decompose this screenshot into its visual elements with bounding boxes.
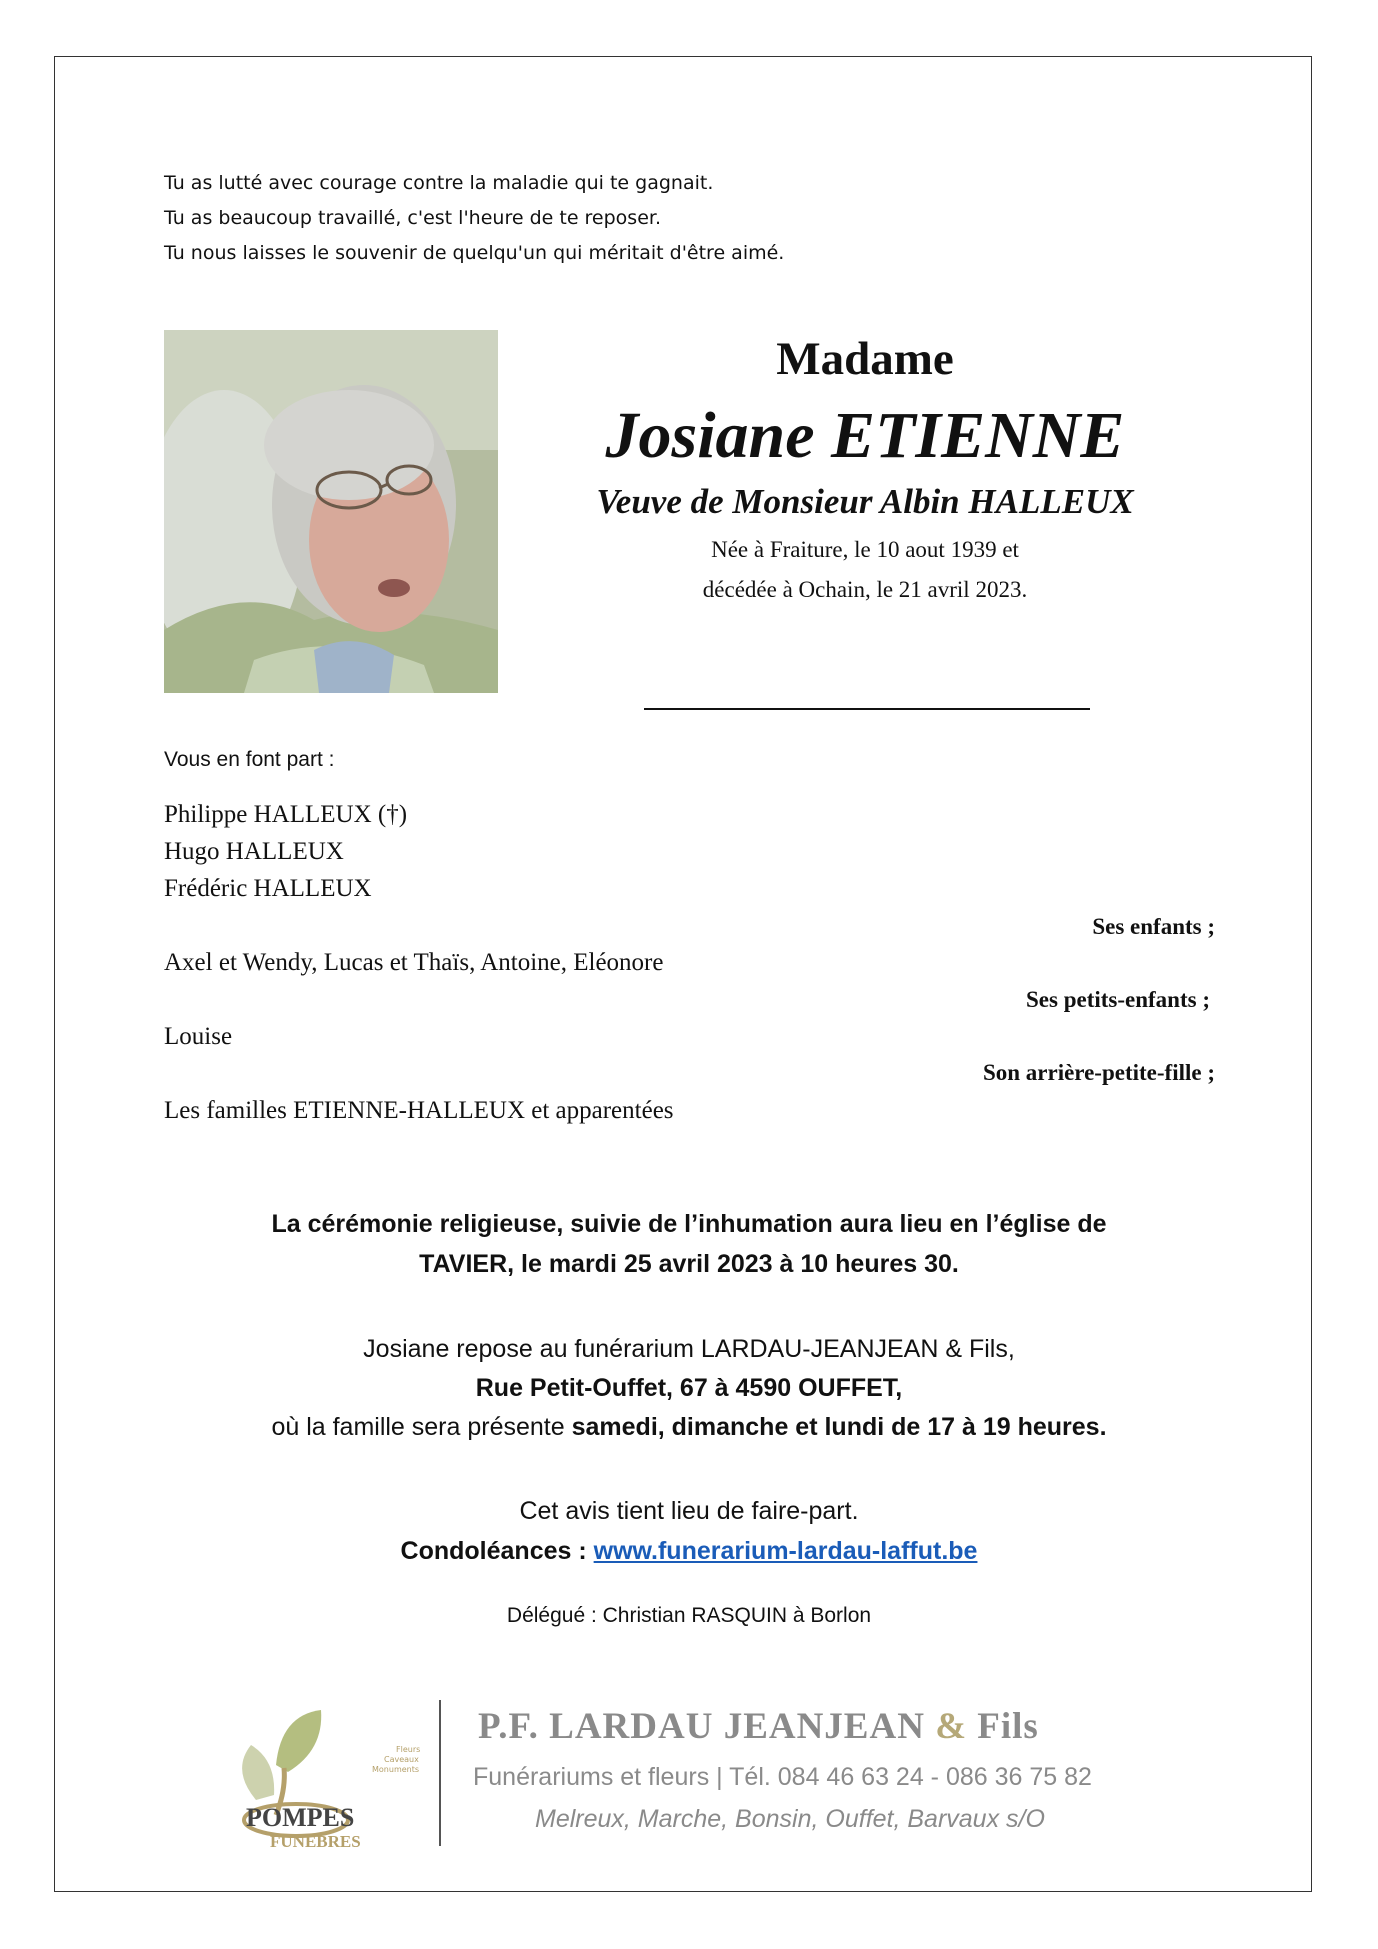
portrait-illustration	[164, 330, 498, 693]
death-line: décédée à Ochain, le 21 avril 2023.	[702, 577, 1028, 602]
child-name: Frédéric HALLEUX	[164, 875, 372, 902]
separator-line	[644, 708, 1090, 710]
logo-text-pompes: POMPES	[246, 1803, 355, 1832]
repose-info	[100, 1330, 1278, 1447]
company-locations: Melreux, Marche, Bonsin, Ouffet, Barvaux s/O	[535, 1805, 1045, 1833]
child-name: Hugo HALLEUX	[164, 838, 344, 865]
company-services	[473, 1763, 1092, 1792]
phone-numbers: Tél. 084 46 63 24 - 086 36 75 82	[729, 1763, 1092, 1791]
notice-block	[100, 1491, 1278, 1571]
deceased-name: Josiane ETIENNE	[605, 399, 1125, 472]
company-ampersand: &	[935, 1706, 968, 1747]
great-grandchild-label: Son arrière-petite-fille ;	[982, 1060, 1215, 1085]
visiting-hours	[100, 1408, 1278, 1447]
announce-label: Vous en font part :	[164, 748, 335, 771]
footer-divider	[439, 1700, 441, 1846]
child-name: Philippe HALLEUX (†)	[164, 801, 408, 828]
poem-line: Tu nous laisses le souvenir de quelqu'un qui méritait d'être aimé.	[164, 242, 785, 264]
life-dates	[560, 530, 1170, 610]
logo-side-fleurs: Fleurs	[396, 1745, 421, 1754]
condolences-label: Condoléances :	[400, 1537, 594, 1565]
ceremony-line: TAVIER, le mardi 25 avril 2023 à 10 heures 30.	[419, 1250, 959, 1278]
grandchildren-names: Axel et Wendy, Lucas et Thaïs, Antoine, Eléonore	[164, 949, 664, 976]
company-name-main: P.F. LARDAU JEANJEAN	[478, 1706, 936, 1747]
ceremony-info	[100, 1204, 1278, 1284]
visiting-prefix: où la famille sera présente	[271, 1413, 572, 1441]
company-name-suffix: Fils	[967, 1706, 1039, 1747]
notice-line: Cet avis tient lieu de faire-part.	[519, 1497, 859, 1525]
company-name	[478, 1705, 1039, 1748]
grandchildren-label: Ses petits-enfants ;	[1026, 987, 1210, 1012]
condolences-line	[100, 1531, 1278, 1571]
families-line: Les familles ETIENNE-HALLEUX et apparentées	[164, 1097, 674, 1124]
children-label: Ses enfants ;	[1092, 914, 1215, 939]
delegate-line: Délégué : Christian RASQUIN à Borlon	[506, 1604, 872, 1627]
condolences-link[interactable]: www.funerarium-lardau-laffut.be	[593, 1537, 978, 1565]
logo-side-caveaux: Caveaux	[384, 1755, 419, 1764]
widow-line: Veuve de Monsieur Albin HALLEUX	[596, 482, 1134, 521]
repose-line: Josiane repose au funérarium LARDAU-JEANJEAN & Fils,	[363, 1335, 1015, 1363]
ceremony-line: La cérémonie religieuse, suivie de l’inhumation aura lieu en l’église de	[271, 1210, 1107, 1238]
funeral-home-logo	[236, 1690, 456, 1850]
visiting-times: samedi, dimanche et lundi de 17 à 19 heures.	[571, 1413, 1107, 1441]
poem-line: Tu as beaucoup travaillé, c'est l'heure de te reposer.	[164, 207, 662, 229]
logo-side-monuments: Monuments	[372, 1765, 420, 1774]
portrait-photo	[164, 330, 498, 693]
great-grandchild-name: Louise	[164, 1023, 233, 1050]
honorific: Madame	[776, 333, 954, 385]
poem	[164, 166, 784, 271]
services-label: Funérariums et fleurs |	[473, 1763, 723, 1791]
repose-address: Rue Petit-Ouffet, 67 à 4590 OUFFET,	[475, 1374, 903, 1402]
poem-line: Tu as lutté avec courage contre la maladie qui te gagnait.	[164, 172, 714, 194]
logo-text-funebres: FUNEBRES	[270, 1832, 361, 1850]
birth-line: Née à Fraiture, le 10 aout 1939 et	[711, 537, 1019, 562]
